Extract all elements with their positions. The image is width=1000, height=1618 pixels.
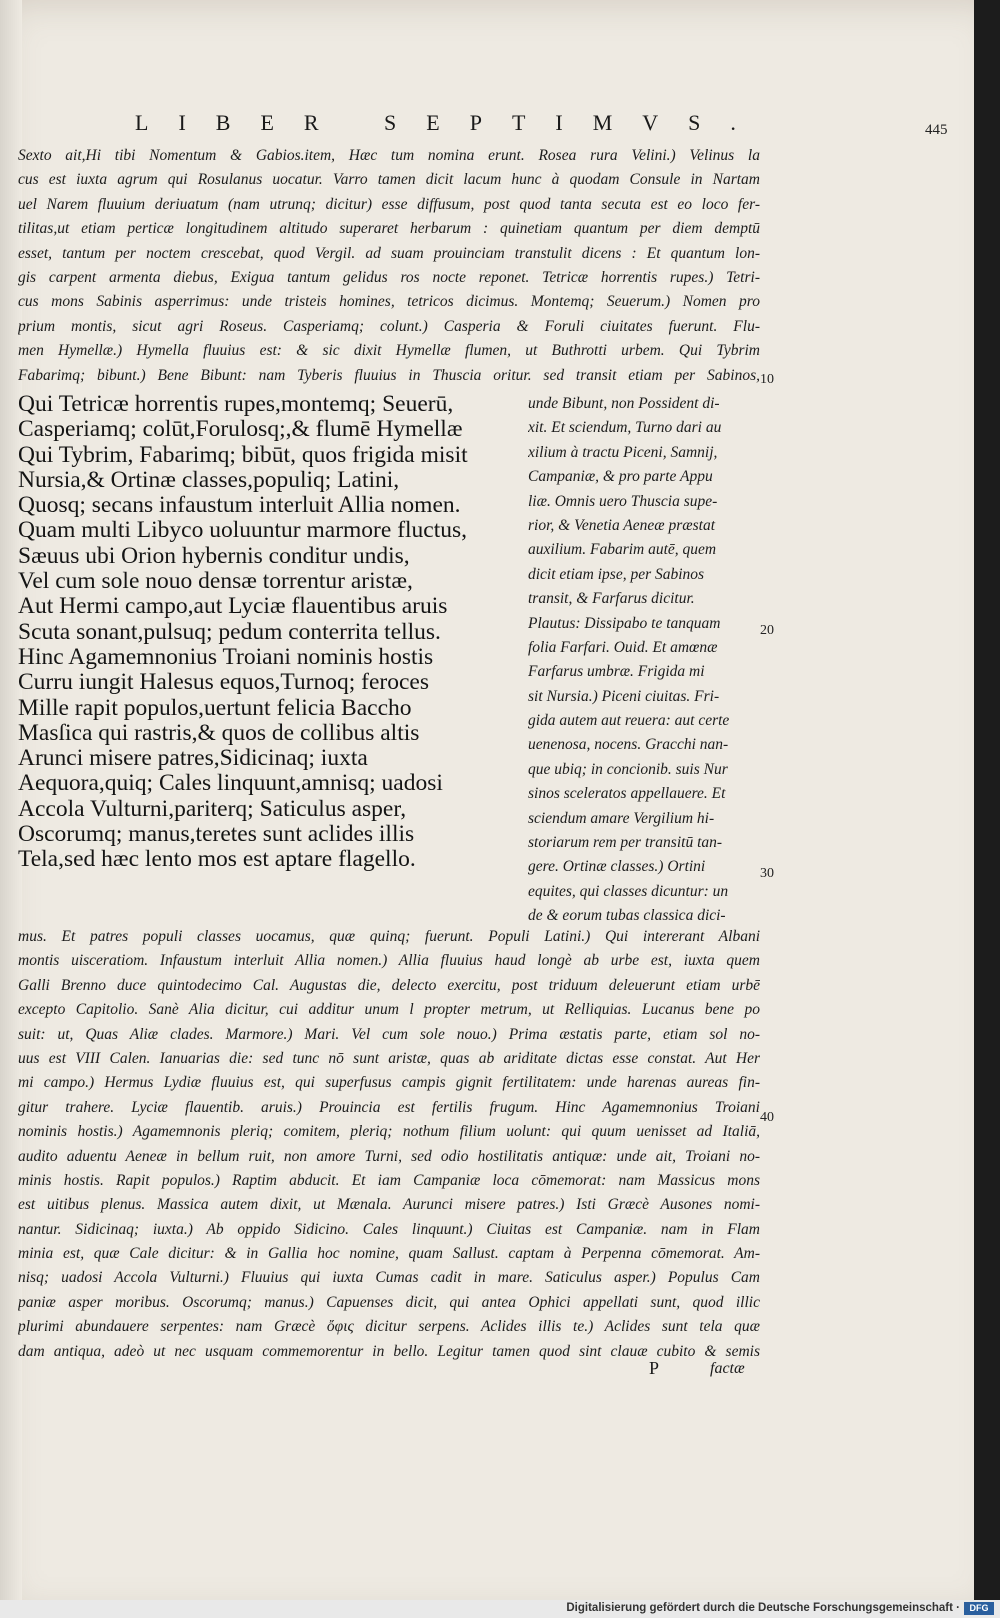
commentary-line: minis hostis. Rapit populos.) Raptim abducit. Et iam Campaniæ loca cōmemorat: nam Massicus mons <box>18 1171 760 1189</box>
verse-block <box>18 392 518 873</box>
verse-line: Hinc Agamemnonius Troiani nominis hostis <box>18 643 434 670</box>
commentary-line: plurimi abundauere serpentes: nam Græcè ὄφις dicitur serpens. Aclides illis te.) Aclides sunt tela quæ <box>18 1318 760 1336</box>
commentary-line: dam antiqua, adeò ut nec usquam commemorentur in bello. Legitur tamen quod sint clauæ cubito & semis <box>18 1342 760 1360</box>
verse-line: Quosq; secans infaustum interluit Allia nomen. <box>18 492 461 519</box>
commentary-line: suit: ut, Quas Aliæ clades. Marmore.) Mari. Vel cum sole nouo.) Prima æstatis parte, etiam sol no- <box>18 1025 760 1043</box>
commentary-top <box>18 144 760 388</box>
side-commentary-line: equites, qui classes dicuntur: un <box>528 882 729 900</box>
margin-number-20: 20 <box>760 623 774 638</box>
commentary-line: nantur. Sidicinaq; iuxta.) Ab oppido Sidicino. Cales linquunt.) Ciuitas est Campaniæ. nam in Flam <box>18 1220 760 1238</box>
side-commentary-line: unde Bibunt, non Possident di- <box>528 395 720 412</box>
side-commentary-line: de & eorum tubas classica dici- <box>528 907 726 925</box>
page-right-edge <box>974 0 1000 1600</box>
commentary-line: esset, tantum per noctem crescebat, quod Vergil. ad suam prouinciam transtulit dicens : Et quantum lon- <box>18 244 760 262</box>
commentary-line: mi campo.) Hermus Lydiæ fluuius est, qui superfusus campis gignit fertilitatem: unde harenas aureas fin- <box>18 1074 760 1092</box>
side-commentary-line: auxilium. Fabarim autē, quem <box>528 541 717 559</box>
verse-line: Qui Tybrim, Fabarimq; bibūt, quos frigida misit <box>18 441 468 468</box>
verse-line: Aequora,quiq; Cales linquunt,amnisq; uadosi <box>18 770 443 797</box>
verse-line: Aut Hermi campo,aut Lyciæ flauentibus aruis <box>18 593 448 620</box>
side-commentary-line: uenenosa, nocens. Gracchi nan- <box>528 736 729 754</box>
side-commentary-line: gida autem aut reuera: aut certe <box>528 712 730 730</box>
side-commentary <box>528 392 758 929</box>
commentary-line: men Hymellæ.) Hymella fluuius est: & sic dixit Hymellæ flumen, ut Buthrotti urbem. Qui Tybrim <box>18 342 760 360</box>
verse-line: Curru iungit Halesus equos,Turnoq; feroces <box>18 669 429 696</box>
verse-line: Scuta sonant,pulsuq; pedum conterrita tellus. <box>18 618 441 645</box>
side-commentary-line: Campaniæ, & pro parte Appu <box>528 468 713 486</box>
dfg-logo-icon: DFG <box>964 1602 994 1615</box>
commentary-line: Sexto ait,Hi tibi Nomentum & Gabios.item, Hæc tum nomina erunt. Rosea rura Velini.) Velinus la <box>18 147 760 164</box>
commentary-line: excepto Capitolio. Sanè Alia dicitur, cui additur unum l propter metrum, ut Relliquias. Lucanus bene po <box>18 1001 760 1019</box>
verse-line: Oscorumq; manus,teretes sunt aclides illis <box>18 821 415 848</box>
verse-line: Quam multi Libyco uoluuntur marmore fluctus, <box>18 517 468 544</box>
verse-line: Accola Vulturni,pariterq; Saticulus asper, <box>18 795 407 822</box>
side-commentary-line: xit. Et sciendum, Turno dari au <box>528 419 722 437</box>
side-commentary-line: gere. Ortinæ classes.) Ortini <box>528 858 706 876</box>
commentary-line: gitur trahere. Lyciæ flauentib. aruis.) Prouincia est fertilis frugum. Hinc Agamemnonius Troiani <box>18 1098 760 1116</box>
side-commentary-line: Farfarus umbræ. Frigida mi <box>528 663 705 681</box>
side-commentary-line: sinos sceleratos appellauere. Et <box>528 785 726 803</box>
commentary-line: prium montis, sicut agri Roseus. Casperiamq; colunt.) Casperia & Foruli ciuitates fuerunt. Flu- <box>18 317 760 335</box>
commentary-line: tilitas,ut etiam perticæ longitudinem altitudo superaret herbarum : quinetiam quantum per diem demptū <box>18 220 760 238</box>
side-commentary-line: dicit etiam ipse, per Sabinos <box>528 565 705 583</box>
margin-number-10: 10 <box>760 372 774 387</box>
verse-line: Sæuus ubi Orion hybernis conditur undis, <box>18 542 410 569</box>
commentary-line: mus. Et patres populi classes uocamus, quæ quinq; fuerunt. Populi Latini.) Qui intererant Albani <box>18 928 760 945</box>
side-commentary-line: xilium à tractu Piceni, Samnij, <box>528 443 718 461</box>
commentary-line: uel Narem fluuium deriuatum (nam utrunq; dicitur) esse diffusum, post quod tanta secuta est eo loco fer- <box>18 195 760 213</box>
catchword: factæ <box>710 1360 745 1377</box>
side-commentary-line: storiarum rem per transitū tan- <box>528 834 723 852</box>
commentary-line: montis uisceratiom. Infaustum interluit Allia nomen.) Allia fluuius haud longè ab urbe est, iuxta quem <box>18 952 760 970</box>
commentary-line: minia est, quæ Cale dicitur: & in Gallia hoc nomine, quam Sallust. captam à Perpenna cōmemorat. Am- <box>18 1245 760 1263</box>
footer-credit: Digitalisierung gefördert durch die Deutsche Forschungsgemeinschaft · <box>566 1602 960 1614</box>
side-commentary-line: sit Nursia.) Piceni ciuitas. Fri- <box>528 687 720 705</box>
commentary-line: est uitibus plenus. Massica autem dixit, ut Mænala. Aurunci misere patres.) Isti Græcè Ausones nomi- <box>18 1196 760 1214</box>
side-commentary-line: folia Farfari. Ouid. Et amœnæ <box>528 638 718 656</box>
verse-line: Arunci misere patres,Sidicinaq; iuxta <box>18 745 368 772</box>
side-commentary-line: rior, & Venetia Aeneæ præstat <box>528 516 716 534</box>
commentary-line: Fabarimq; bibunt.) Bene Bibunt: nam Tyberis fluuius in Thuscia oritur. sed transit etiam per Sabinos, <box>18 366 760 384</box>
verse-line: Nursia,& Ortinæ classes,populiq; Latini, <box>18 466 400 493</box>
commentary-line: nominis hostis.) Agamemnonis pleriq; comitem, pleriq; nothum filium uolunt: qui quum uenisset ad Italiā, <box>18 1123 760 1141</box>
verse-line: Masſica qui rastris,& quos de collibus altis <box>18 719 420 746</box>
verse-line: Qui Tetricæ horrentis rupes,montemq; Seuerū, <box>18 391 454 417</box>
margin-number-30: 30 <box>760 866 774 881</box>
side-commentary-line: liæ. Omnis uero Thuscia supe- <box>528 492 718 510</box>
margin-number-40: 40 <box>760 1110 774 1125</box>
commentary-line: audito aduentu Aeneæ in bellum ruit, non amore Turni, sed odio hostilitatis antiquæ: unde ait, Troiani no- <box>18 1147 760 1165</box>
folio-number: 445 <box>925 122 948 138</box>
side-commentary-line: transit, & Farfarus dicitur. <box>528 590 695 608</box>
commentary-bottom <box>18 925 760 1364</box>
verse-line: Vel cum sole nouo densæ torrentur aristæ, <box>18 568 413 595</box>
commentary-line: gis carpent armenta diebus, Exigua tantum gelidus ros nocte reponet. Tetricæ horrentis rupes.) Tetri- <box>18 268 760 286</box>
commentary-line: uus est VIII Calen. Ianuarias die: sed tunc nō sunt aristæ, quas ab ariditate dictas esse constat. Aut Her <box>18 1049 760 1067</box>
commentary-line: cus mons Sabinis asperrimus: unde tristeis homines, tetricos dicimus. Montemq; Seuerum.) Nomen pro <box>18 293 760 311</box>
verse-line: Mille rapit populos,uertunt felicia Baccho <box>18 694 412 721</box>
commentary-line: cus est iuxta agrum qui Rosulanus uocatur. Varro tamen dicit lacum hunc à quodam Consule in Nartam <box>18 171 760 189</box>
running-head: LIBER SEPTIMVS. <box>135 110 766 135</box>
commentary-line: nisq; uadosi Accola Vulturni.) Fluuius qui iuxta Cumas cadit in mare. Saticulus asper.) Populus Cam <box>18 1269 760 1287</box>
commentary-line: Galli Brenno duce quintodecimo Cal. Augustas die, delecto exercitu, post triduum deleuerunt etiam urbē <box>18 976 760 994</box>
verse-line: Tela,sed hæc lento mos est aptare flagello. <box>18 846 416 873</box>
side-commentary-line: sciendum amare Vergilium hi- <box>528 809 715 827</box>
verse-line: Casperiamq; colūt,Forulosq;,& flumē Hymellæ <box>18 416 463 443</box>
signature-mark: P <box>649 1358 660 1378</box>
commentary-line: paniæ asper moribus. Oscorumq; manus.) Capuenses dicit, qui antea Ophici appellati sunt, quod illic <box>18 1293 760 1311</box>
side-commentary-line: Plautus: Dissipabo te tanquam <box>528 614 721 632</box>
side-commentary-line: que ubiq; in concionib. suis Nur <box>528 760 728 778</box>
